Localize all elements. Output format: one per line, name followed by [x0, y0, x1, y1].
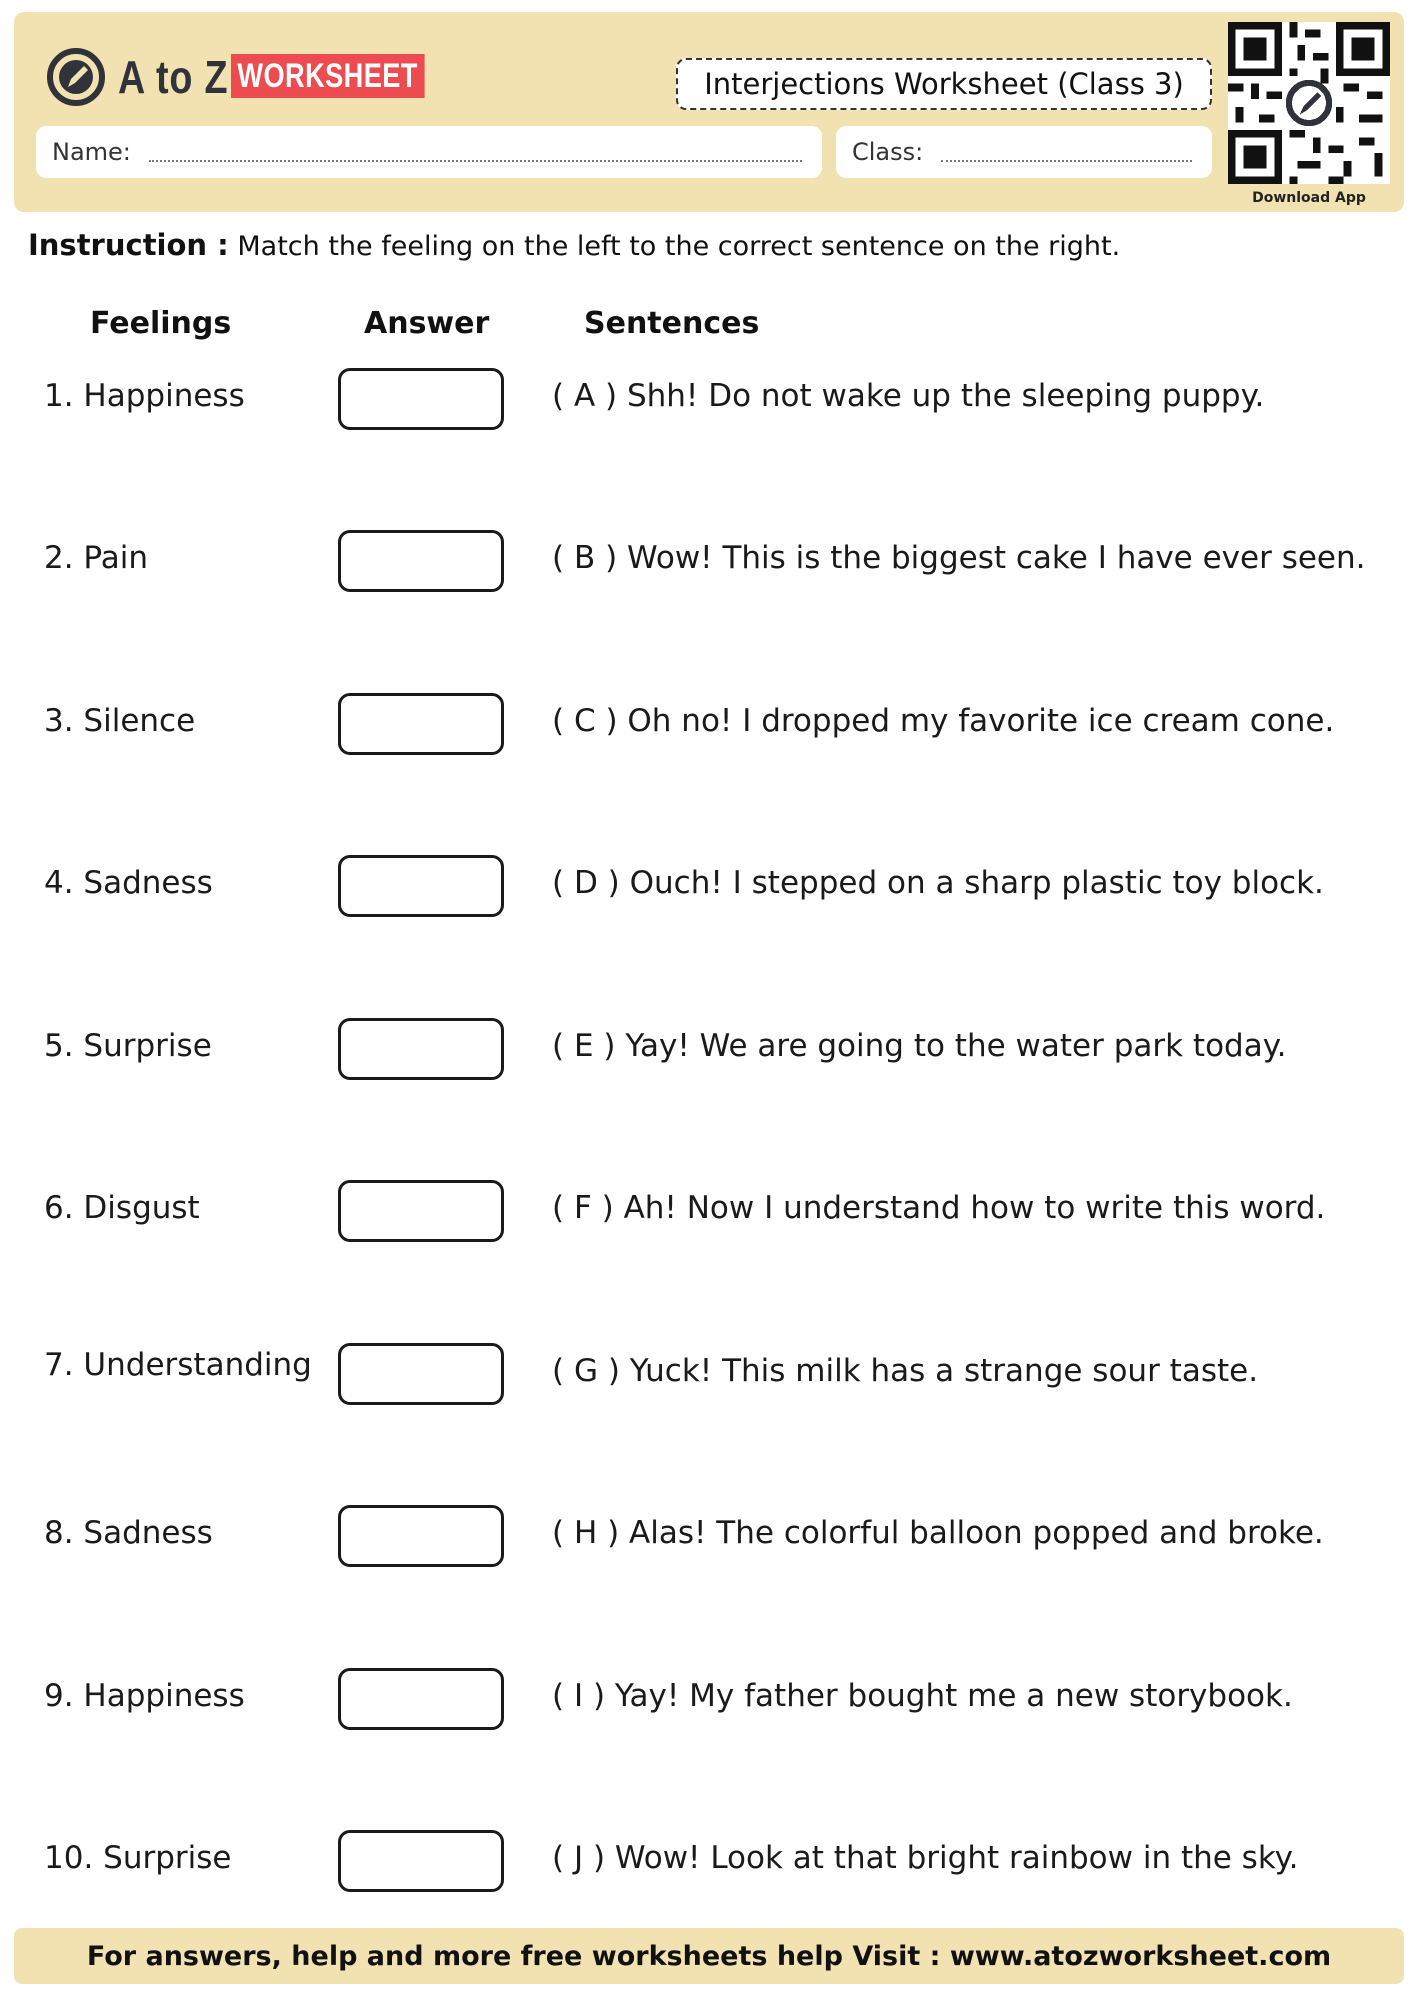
match-row — [0, 368, 1414, 434]
name-line[interactable] — [149, 160, 802, 162]
instruction-text: Match the feeling on the left to the correct sentence on the right. — [237, 231, 1121, 262]
match-row — [0, 1668, 1414, 1734]
feeling-label: 10. Surprise — [44, 1840, 232, 1876]
sentence-label: ( J ) Wow! Look at that bright rainbow in the sky. — [552, 1840, 1299, 1876]
answer-box[interactable] — [338, 1180, 504, 1242]
answer-box[interactable] — [338, 1343, 504, 1405]
sentence-label: ( D ) Ouch! I stepped on a sharp plastic toy block. — [552, 865, 1324, 901]
match-row — [0, 693, 1414, 759]
logo-badge: WORKSHEET — [231, 54, 424, 98]
footer-text[interactable]: For answers, help and more free worksheets help Visit : www.atozworksheet.com — [86, 1940, 1332, 1972]
answer-box[interactable] — [338, 1018, 504, 1080]
answer-box[interactable] — [338, 368, 504, 430]
worksheet-header — [14, 12, 1404, 212]
answer-box[interactable] — [338, 693, 504, 755]
qr-code-icon[interactable] — [1228, 22, 1390, 184]
download-app-label: Download App — [1252, 190, 1366, 206]
atoz-logo — [46, 42, 418, 112]
feeling-label: 1. Happiness — [44, 378, 245, 414]
match-row — [0, 1343, 1414, 1409]
match-row — [0, 855, 1414, 921]
instruction-label: Instruction : — [28, 228, 229, 262]
feeling-label: 6. Disgust — [44, 1190, 200, 1226]
match-row — [0, 1505, 1414, 1571]
answer-heading: Answer — [364, 306, 490, 341]
sentence-label: ( G ) Yuck! This milk has a strange sour taste. — [552, 1353, 1259, 1389]
feeling-label: 7. Understanding — [44, 1347, 312, 1383]
answer-box[interactable] — [338, 530, 504, 592]
sentences-heading: Sentences — [584, 306, 760, 341]
class-field[interactable] — [836, 126, 1212, 178]
feeling-label: 9. Happiness — [44, 1678, 245, 1714]
sentence-label: ( I ) Yay! My father bought me a new storybook. — [552, 1678, 1293, 1714]
sentence-label: ( F ) Ah! Now I understand how to write this word. — [552, 1190, 1326, 1226]
match-row — [0, 1018, 1414, 1084]
worksheet-title: Interjections Worksheet (Class 3) — [676, 58, 1212, 110]
match-row — [0, 1180, 1414, 1246]
feeling-label: 5. Surprise — [44, 1028, 212, 1064]
sentence-label: ( E ) Yay! We are going to the water park today. — [552, 1028, 1287, 1064]
sentence-label: ( C ) Oh no! I dropped my favorite ice cream cone. — [552, 703, 1335, 739]
logo-text: A to Z — [118, 51, 229, 103]
feeling-label: 2. Pain — [44, 540, 148, 576]
name-field[interactable] — [36, 126, 822, 178]
class-label: Class: — [852, 138, 924, 166]
footer-banner — [14, 1928, 1404, 1984]
feelings-heading: Feelings — [90, 306, 232, 341]
feeling-label: 3. Silence — [44, 703, 196, 739]
pencil-logo-icon — [46, 47, 106, 107]
class-line[interactable] — [941, 160, 1192, 162]
feeling-label: 8. Sadness — [44, 1515, 213, 1551]
sentence-label: ( H ) Alas! The colorful balloon popped and broke. — [552, 1515, 1324, 1551]
match-row — [0, 530, 1414, 596]
instruction — [28, 228, 1120, 262]
name-label: Name: — [52, 138, 131, 166]
sentence-label: ( A ) Shh! Do not wake up the sleeping puppy. — [552, 378, 1265, 414]
answer-box[interactable] — [338, 1668, 504, 1730]
answer-box[interactable] — [338, 855, 504, 917]
answer-box[interactable] — [338, 1830, 504, 1892]
answer-box[interactable] — [338, 1505, 504, 1567]
sentence-label: ( B ) Wow! This is the biggest cake I have ever seen. — [552, 540, 1366, 576]
match-row — [0, 1830, 1414, 1896]
feeling-label: 4. Sadness — [44, 865, 213, 901]
